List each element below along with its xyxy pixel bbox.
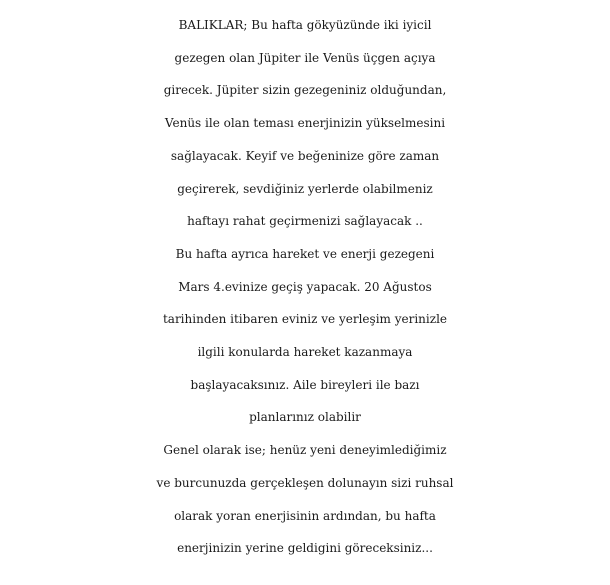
text-line: gezegen olan Jüpiter ile Venüs üçgen açıya — [174, 50, 436, 65]
text-line: Genel olarak ise; henüz yeni deneyimlediğimiz — [163, 443, 447, 458]
text-line: Bu hafta ayrıca hareket ve enerji gezegeni — [175, 246, 435, 261]
text-line: olarak yoran enerjisinin ardından, bu hafta — [174, 508, 436, 523]
text-line: tarihinden itibaren eviniz ve yerleşim yerinizle — [162, 312, 448, 327]
text-line: başlayacaksınız. Aile bireyleri ile bazı — [190, 377, 420, 392]
text-line: enerjinizin yerine geldigini göreceksiniz... — [177, 541, 433, 556]
text-line: haftayı rahat geçirmenizi sağlayacak .. — [187, 214, 423, 229]
text-line: BALIKLAR; Bu hafta gökyüzünde iki iyicil — [178, 18, 432, 32]
text-line: ve burcunuzda gerçekleşen dolunayın sizi ruhsal — [156, 475, 454, 490]
text-line: ilgili konularda hareket kazanmaya — [197, 345, 413, 360]
text-line: girecek. Jüpiter sizin gezegeniniz olduğundan, — [163, 83, 447, 98]
text-line: planlarınız olabilir — [249, 410, 361, 425]
text-line: Mars 4.evinize geçiş yapacak. 20 Ağustos — [178, 279, 432, 294]
text-line: geçirerek, sevdiğiniz yerlerde olabilmeniz — [177, 181, 433, 196]
text-line: Venüs ile olan teması enerjinizin yükselmesini — [164, 116, 446, 131]
text-line: sağlayacak. Keyif ve beğeninize göre zaman — [170, 148, 440, 163]
horoscope-text — [0, 9, 610, 565]
